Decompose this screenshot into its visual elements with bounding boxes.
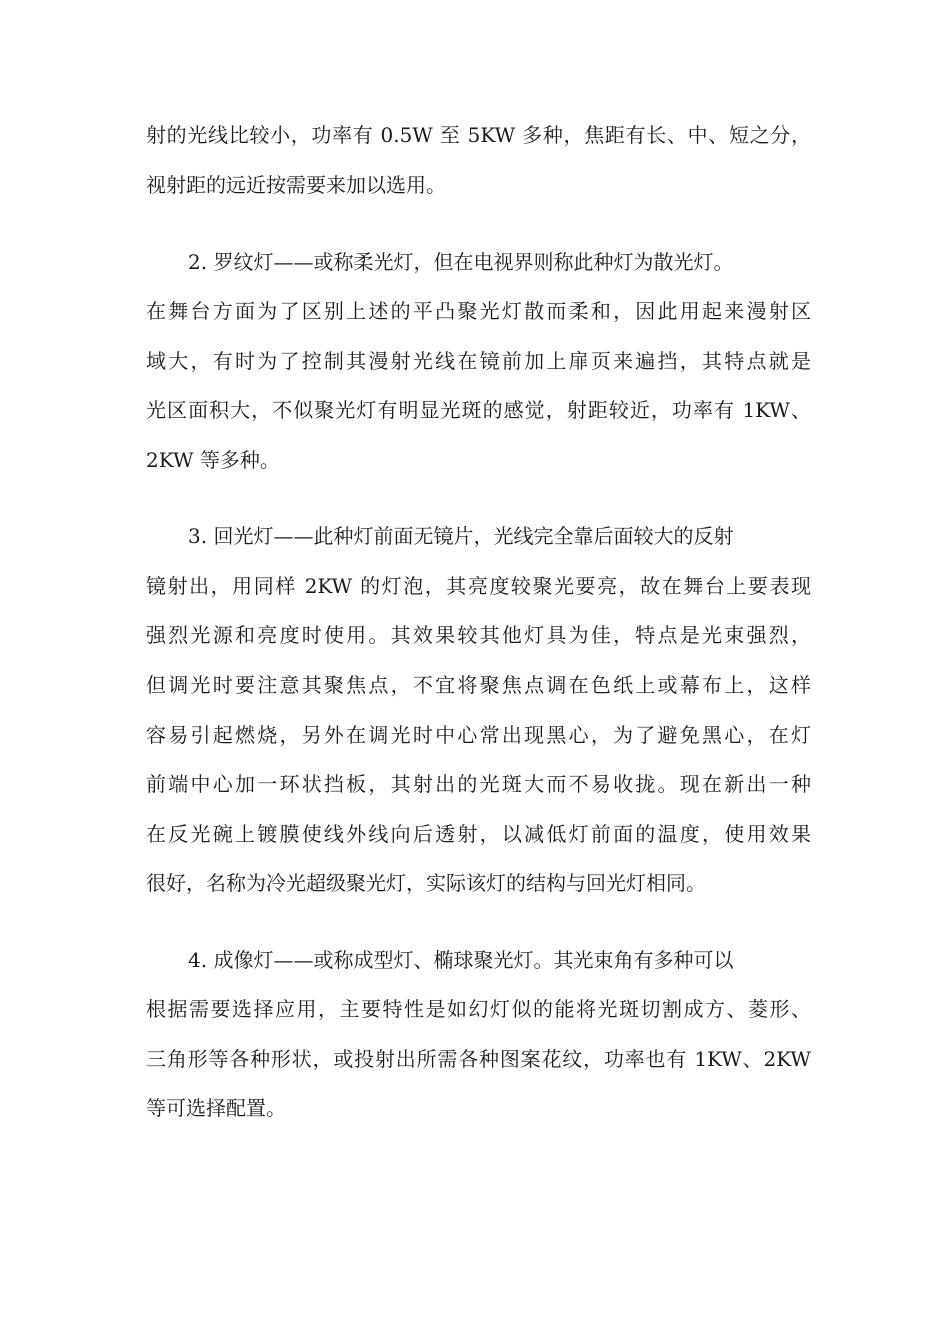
paragraph-3-first-line: 3. 回光灯——此种灯前面无镜片，光线完全靠后面较大的反射 [188,524,734,548]
text-line: 在反光碗上镀膜使线外线向后透射，以减低灯前面的温度，使用效果 [146,822,811,846]
text-line: 射的光线比较小，功率有 0.5W 至 5KW 多种，焦距有长、中、短之分， [146,123,811,147]
text-line: 容易引起燃烧，另外在调光时中心常出现黑心，为了避免黑心，在灯 [146,723,811,747]
text-line: 但调光时要注意其聚焦点，不宜将聚焦点调在色纸上或幕布上，这样 [146,673,811,697]
text-line: 强烈光源和亮度时使用。其效果较其他灯具为佳，特点是光束强烈， [146,623,811,647]
text-line: 根据需要选择应用，主要特性是如幻灯似的能将光斑切割成方、菱形、 [146,997,811,1021]
text-line: 光区面积大，不似聚光灯有明显光斑的感觉，射距较近，功率有 1KW、 [146,398,811,422]
text-line: 2KW 等多种。 [146,448,280,472]
text-line: 视射距的远近按需要来加以选用。 [146,173,446,197]
text-line: 前端中心加一环状挡板，其射出的光斑大而不易收拢。现在新出一种 [146,772,811,796]
text-line: 域大，有时为了控制其漫射光线在镜前加上扉页来遍挡，其特点就是 [146,349,811,373]
paragraph-4-first-line: 4. 成像灯——或称成型灯、椭球聚光灯。其光束角有多种可以 [188,948,734,972]
text-line: 镜射出，用同样 2KW 的灯泡，其亮度较聚光要亮，故在舞台上要表现 [146,574,811,598]
text-line: 三角形等各种形状，或投射出所需各种图案花纹，功率也有 1KW、2KW [146,1047,811,1071]
paragraph-2-first-line: 2. 罗纹灯——或称柔光灯，但在电视界则称此种灯为散光灯。 [188,250,734,274]
text-line: 等可选择配置。 [146,1096,286,1120]
text-line: 很好，名称为冷光超级聚光灯，实际该灯的结构与回光灯相同。 [146,871,706,895]
text-line: 在舞台方面为了区别上述的平凸聚光灯散而柔和，因此用起来漫射区 [146,299,811,323]
